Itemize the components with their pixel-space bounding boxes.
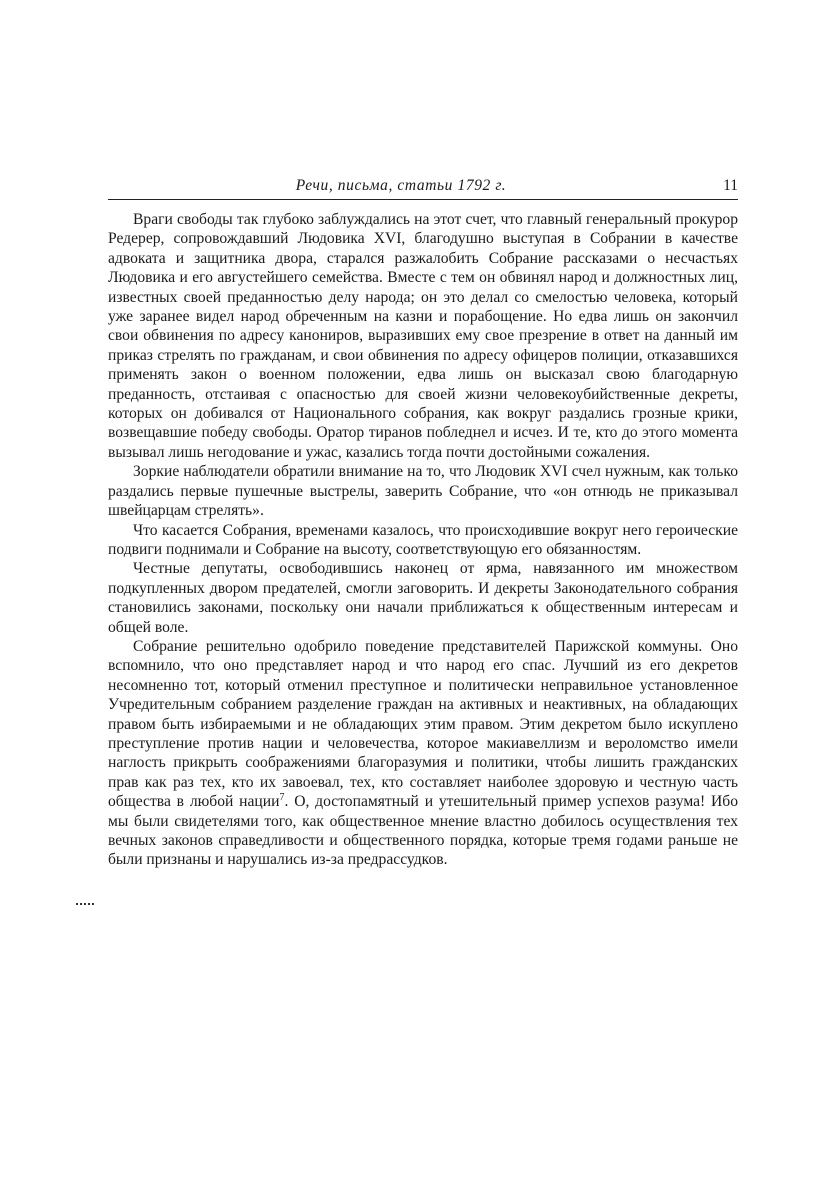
running-header bbox=[108, 177, 738, 200]
margin-mark bbox=[76, 903, 96, 905]
paragraph-5-continuation: О, достопамятный и утешительный пример успехов разума! Ибо мы были свидетелями того, как общественное мнение властно добилось осуществления тех вечных законов справедливости и общественного порядка, которые тремя годами раньше не были признаны и нарушались из-за предрассудков. bbox=[108, 793, 739, 869]
footnote-ref: 7 bbox=[279, 792, 285, 803]
paragraph-1: Враги свободы так глубоко заблуждались на этот счет, что главный генеральный прокурор Редерер, сопровождавший Людовика XVI, благодушно выступая в Собрании в качестве адвоката и защитника двора, старался разжалобить Собрание рассказами о несчастьях Людовика и его августейшего семейства. Вместе с тем он обвинял народ и должностных лиц, известных своей преданностью делу народа; он это делал со смелостью человека, который уже заранее видел народ обреченным на казни и порабощение. Но едва лишь он закончил свои обвинения по адресу канониров, выразивших ему свое презрение в ответ на данный им приказ стрелять по гражданам, и свои обвинения по адресу офицеров полиции, отказавшихся применять закон о военном положении, едва лишь он высказал свою благодарную преданность, отстаивая с опасностью для своей жизни человекоубийственные декреты, которых он добивался от Национального собрания, как вокруг раздались грозные крики, возвещавшие победу свободы. Оратор тиранов побледнел и исчез. И те, кто до этого момента вызывал лишь негодование и ужас, казались тогда почти достойными сожаления. bbox=[108, 211, 738, 461]
page-number: 11 bbox=[723, 177, 738, 194]
paragraph-4: Честные депутаты, освободившись наконец от ярма, навязанного им множеством подкупленных двором предателей, смогли заговорить. И декреты Законодательного собрания становились законами, поскольку они начали приближаться к общественным интересам и общей воле. bbox=[108, 560, 738, 636]
body-text bbox=[108, 210, 738, 870]
running-title: Речи, письма, статьи 1792 г. bbox=[295, 177, 507, 194]
paragraph-2: Зоркие наблюдатели обратили внимание на то, что Людовик XVI счел нужным, как только раздались первые пушечные выстрелы, заверить Собрание, что «он отнюдь не приказывал швейцарцам стрелять». bbox=[108, 463, 738, 520]
paragraph-5-text: Собрание решительно одобрило поведение представителей Парижской коммуны. Оно вспомнило, что оно представляет народ и что народ его спас. Лучший из его декретов несомненно тот, который отменил преступное и политически неправильное установленное Учредительным собранием разделение граждан на активных и неактивных, на обладающих правом быть избираемыми и не обладающих этим правом. Этим декретом было искуплено преступление против нации и человечества, которое макиавеллизм и вероломство имели наглость прикрыть соображениями благоразумия и политики, чтобы лишить гражданских прав как раз тех, кто их завоевал, тех, кто составляет наиболее здоровую и честную часть общества в любой нации bbox=[108, 637, 738, 811]
paragraph-3: Что касается Собрания, временами казалось, что происходившие вокруг него героические подвиги поднимали и Собрание на высоту, соответствующую его обязанностям. bbox=[108, 521, 738, 558]
paragraph-5: Собрание решительно одобрило поведение представителей Парижской коммуны. Оно вспомнило, что оно представляет народ и что народ его спас. Лучший из его декретов несомненно тот, который отменил преступное и политически неправильное установленное Учредительным собранием разделение граждан на активных и неактивных, на обладающих правом быть избираемыми и не обладающих этим правом. Этим декретом было искуплено преступление против нации и человечества, которое макиавеллизм и вероломство имели наглость прикрыть соображениями благоразумия и политики, чтобы лишить гражданских прав как раз тех, кто их завоевал, тех, кто составляет наиболее здоровую и честную часть общества в любой нации$^7$. О, достопамятный и утешительный пример успехов разума! Ибо мы были свидетелями того, как общественное мнение властно добилось осуществления тех вечных законов справедливости и общественного порядка, которые тремя годами раньше не были признаны и нарушались из-за предрассудков. bbox=[108, 637, 739, 869]
